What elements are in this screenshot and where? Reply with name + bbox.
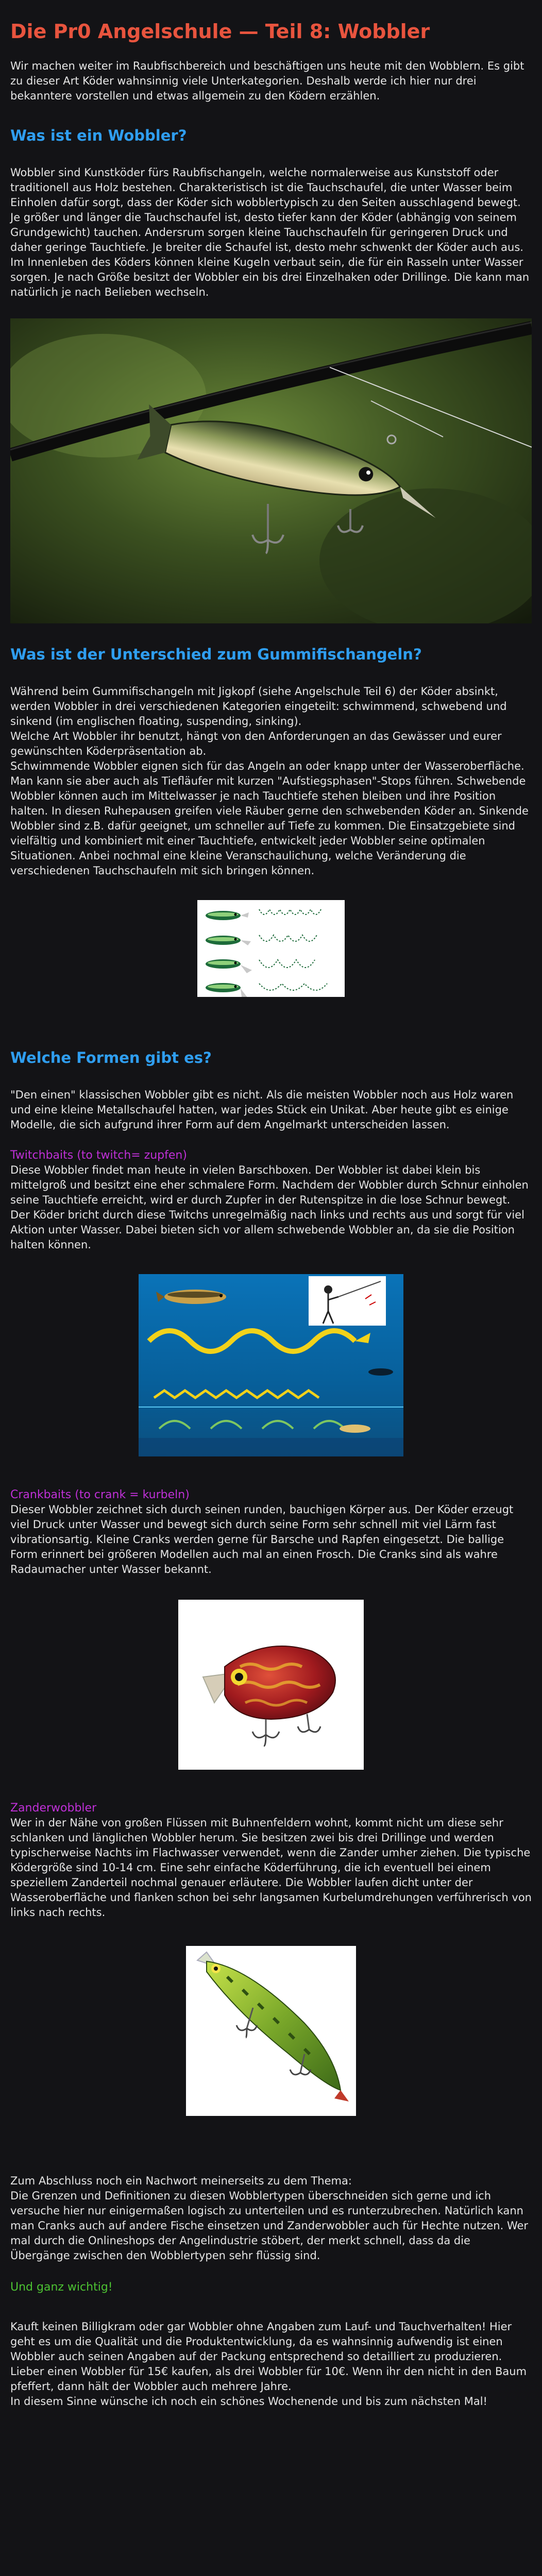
crankbait-photo — [178, 1600, 364, 1770]
twitchbait-action-diagram — [139, 1274, 403, 1456]
diving-lip-comparison-diagram — [197, 900, 345, 997]
outro-paragraph-1: Zum Abschluss noch ein Nachwort meinerseits zu dem Thema: — [10, 2175, 352, 2187]
article-title: Die Pr0 Angelschule — Teil 8: Wobbler — [10, 20, 430, 43]
subheading-crankbaits: Crankbaits (to crank = kurbeln) — [10, 1488, 190, 1501]
subheading-twitchbaits: Twitchbaits (to twitch= zupfen) — [10, 1149, 187, 1162]
difference-paragraph-2: Welche Art Wobbler ihr benutzt, hängt von den Anforderungen an das Gewässer und eurer gewünschten Köderpräsentation ab. — [10, 730, 502, 757]
difference-paragraph-1: Während beim Gummifischangeln mit Jigkopf (siehe Angelschule Teil 6) der Köder absinkt, werden Wobbler in drei verschiedenen Kategorien eingeteilt: schwimmend, schwebend und sinkend (im englischen floating, suspending, sinking). — [10, 685, 507, 727]
zanderwobbler-paragraph: Wer in der Nähe von großen Flüssen mit Buhnenfeldern wohnt, kommt nicht um diese sehr schlanken und länglichen Wobbler herum. Sie besitzen zwei bis drei Drillinge und werden typischerweise Nachts im Flachwasser verwendet, wenn die Zander umher ziehen. Die typische Ködergröße sind 10-14 cm. Eine sehr einfache Köderführung, die ich eventuell bei einem speziellem Zanderteil nochmal genauer erläutere. Die Wobbler laufen dicht unter der Wasseroberfläche und flanken schon bei sehr langsamen Kurbelumdrehungen verführerisch von links nach rechts. — [10, 1817, 532, 1919]
wobbler-on-rod-photo — [10, 318, 532, 623]
zander-wobbler-photo — [186, 1946, 356, 2116]
forms-paragraph: "Den einen" klassischen Wobbler gibt es nicht. Als die meisten Wobbler noch aus Holz waren und eine kleine Metallschaufel hatten, war jedes Stück ein Unikat. Aber heute gibt es einige Modelle, die sich aufgrund ihrer Form auf dem Angelmarkt unterscheiden lassen. — [10, 1089, 514, 1131]
twitchbaits-paragraph: Diese Wobbler findet man heute in vielen Barschboxen. Der Wobbler ist dabei klein bis mittelgroß und besitzt eine eher schmalere Form. Nachdem der Wobbler durch Schnur einholen seine Tauchtiefe erreicht, wird er durch Zupfer in der Rutenspitze in die lose Schnur bewegt. Der Köder bricht durch diese Twitchs unregelmäßig nach links und rechts aus und sorgt für viel Aktion unter Wasser. Dabei bieten sich vor allem schwebende Wobbler an, da sie die Position halten können. — [10, 1164, 529, 1251]
intro-paragraph: Wir machen weiter im Raubfischbereich und beschäftigen uns heute mit den Wobblern. Es gibt zu dieser Art Köder wahnsinnig viele Unterkategorien. Deshalb werde ich hier nur drei bekanntere vorstellen und etwas allgemein zu den Ködern erzählen. — [10, 60, 524, 102]
what-is-paragraph-1: Wobbler sind Kunstköder fürs Raubfischangeln, welche normalerweise aus Kunststoff oder traditionell aus Holz bestehen. Charakteristisch ist die Tauchschaufel, die unter Wasser beim Einholen dafür sorgt, dass der Köder sich wobblertypisch zu den Seiten ausschlagend bewegt. Je größer und länger die Tauchschaufel ist, desto tiefer kann der Köder (abhängig von seinem Grundgewicht) tauchen. Andersrum sorgen kleine Tauchschaufeln für geringeren Druck und daher geringe Tauchtiefe. Je breiter die Schaufel ist, desto mehr schwenkt der Köder auch aus. — [10, 166, 523, 253]
outro-paragraph-2: Die Grenzen und Definitionen zu diesen Wobblertypen überschneiden sich gerne und ich versuche hier nur einigermaßen logisch zu unterteilen und es runterzubrechen. Natürlich kann man Cranks auch auf andere Fische einsetzen und Zanderwobbler auch für Hechte nutzen. Wer mal durch die Onlineshops der Angelindustrie stöbert, der merkt schnell, dass da die Übergänge zwischen den Wobblertypen sehr flüssig sind. — [10, 2190, 529, 2262]
outro-paragraph-3: Kauft keinen Billigkram oder gar Wobbler ohne Angaben zum Lauf- und Tauchverhalten! Hier geht es um die Qualität und die Produktentwicklung, da es wahnsinnig aufwendig ist einen Wobbler auch seinen Angaben auf der Packung entsprechend so detailliert zu produzieren. Lieber einen Wobbler für 15€ kaufen, als drei Wobbler für 10€. Wenn ihr den nicht in den Baum pfeffert, dann hält der Wobbler auch mehrere Jahre. — [10, 2320, 527, 2393]
section-heading-forms: Welche Formen gibt es? — [10, 1049, 212, 1066]
important-note: Und ganz wichtig! — [10, 2281, 113, 2294]
what-is-paragraph-2: Im Innenleben des Köders können kleine Kugeln verbaut sein, die für ein Rasseln unter Wasser sorgen. Je nach Größe besitzt der Wobbler ein bis drei Einzelhaken oder Drillinge. Die kann man natürlich je nach Belieben wechseln. — [10, 256, 530, 298]
subheading-zanderwobbler: Zanderwobbler — [10, 1802, 97, 1815]
outro-paragraph-4: In diesem Sinne wünsche ich noch ein schönes Wochenende und bis zum nächsten Mal! — [10, 2395, 487, 2408]
section-heading-what-is: Was ist ein Wobbler? — [10, 127, 187, 144]
section-heading-difference: Was ist der Unterschied zum Gummifischangeln? — [10, 646, 422, 663]
difference-paragraph-3: Schwimmende Wobbler eignen sich für das Angeln an oder knapp unter der Wasseroberfläche. Man kann sie aber auch als Tiefläufer mit kurzen "Aufstiegsphasen"-Stops führen. Schwebende Wobbler können auch im Mittelwasser je nach Tauchtiefe stehen bleiben und ihre Position halten. In diesen Ruhepausen greifen viele Räuber gerne den schwebenden Köder an. Sinkende Wobbler sind z.B. dafür geeignet, um schneller auf Tiefe zu kommen. Die Einsatzgebiete sind vielfältig und kombiniert mit einer Tauchtiefe, entwickelt jeder Wobbler seine optimalen Situationen. Anbei nochmal eine kleine Veranschaulichung, welche Veränderung die verschiedenen Tauchschaufeln mit sich bringen können. — [10, 760, 529, 877]
crankbaits-paragraph: Dieser Wobbler zeichnet sich durch seinen runden, bauchigen Körper aus. Der Köder erzeugt viel Druck unter Wasser und bewegt sich durch seine Form sehr schnell mit viel Lärm fast vibrationsartig. Kleine Cranks werden gerne für Barsche und Rapfen eingesetzt. Die ballige Form erinnert bei größeren Modellen auch mal an einen Frosch. Die Cranks sind als wahre Radaumacher unter Wasser bekannt. — [10, 1503, 514, 1575]
